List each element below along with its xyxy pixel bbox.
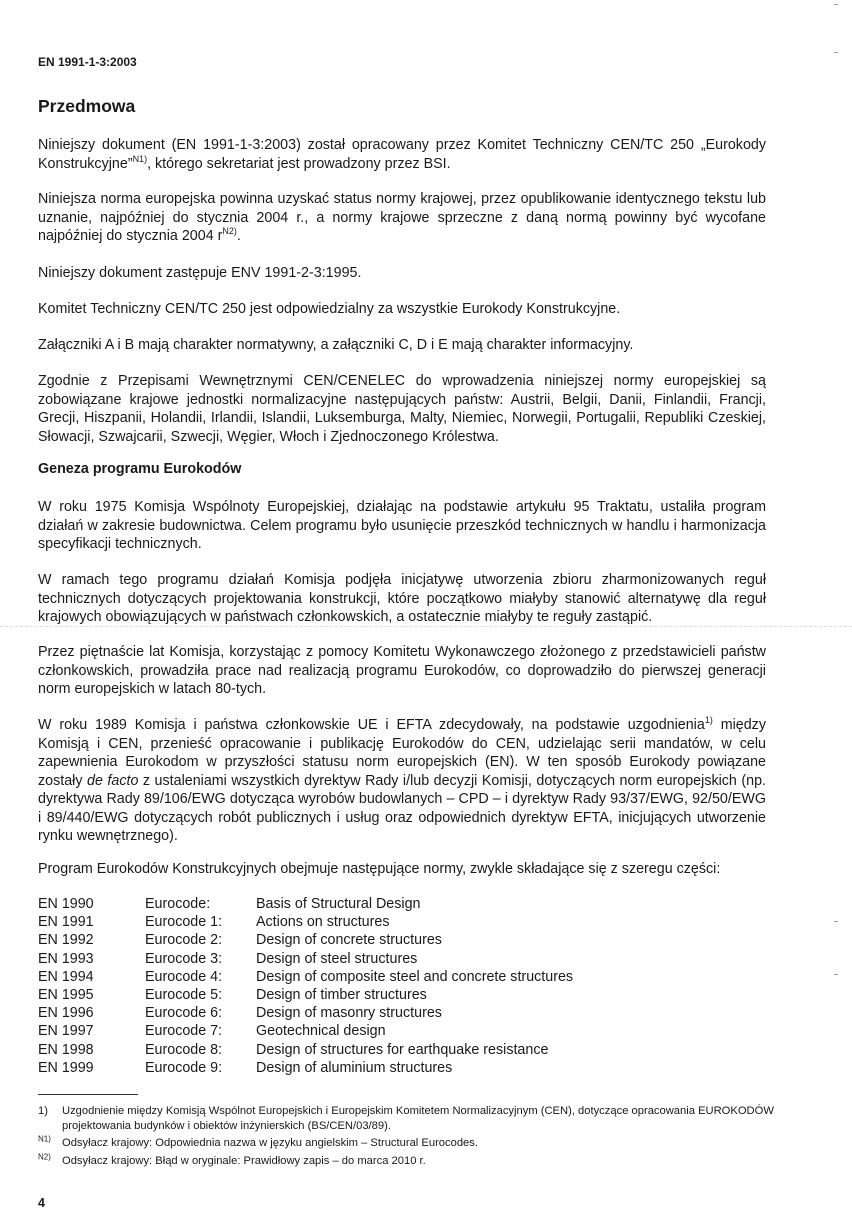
paragraph-countries: Zgodnie z Przepisami Wewnętrznymi CEN/CENELEC do wprowadzenia niniejszej normy europejskiej są zobowiązane krajowe jednostki normalizacyjne następujących państw: Austrii, Belgii, Danii, Finlandii, Francji, Grecji, Hiszpanii, Holandii, Irlandii, Islandii, Luksemburga, Malty, Niemiec, Norwegii, Portugalii, Republiki Czeskiej, Słowacji, Szwajcarii, Szwecji, Węgier, Włoch i Zjednoczonego Królestwa.	[38, 373, 766, 445]
paragraph-replaces: Niniejszy dokument zastępuje ENV 1991-2-3:1995.	[38, 265, 362, 281]
eurocode-label: Eurocode 9:	[145, 1059, 223, 1076]
footnote	[38, 1136, 778, 1151]
eurocode-title: Design of structures for earthquake resistance	[256, 1041, 549, 1058]
table-row	[38, 931, 573, 949]
paragraph-program: Program Eurokodów Konstrukcyjnych obejmuje następujące normy, zwykle składające się z szeregu części:	[38, 861, 721, 877]
footnote-mark-sup: N1)	[38, 1134, 51, 1144]
eurocode-title: Geotechnical design	[256, 1023, 386, 1040]
scan-edge-mark	[834, 974, 838, 975]
table-row	[38, 986, 573, 1004]
eurocode-title: Actions on structures	[256, 914, 390, 931]
footnote-mark	[38, 1151, 62, 1169]
scan-edge-mark	[834, 4, 838, 5]
eurocode-label: Eurocode:	[145, 896, 211, 912]
scan-edge-mark	[834, 52, 838, 53]
standard-number: EN 1990	[38, 896, 94, 912]
footnotes	[38, 1104, 778, 1171]
section-heading: Geneza programu Eurokodów	[38, 461, 242, 477]
eurocode-label: Eurocode 5:	[145, 987, 223, 1004]
eurocode-title: Design of steel structures	[256, 950, 418, 967]
eurocode-label: Eurocode 8:	[145, 1041, 223, 1058]
scan-edge-mark	[834, 921, 838, 922]
table-row	[38, 895, 573, 913]
paragraph-status	[38, 190, 766, 246]
footnote-mark: 1)	[38, 1105, 48, 1117]
standard-number: EN 1995	[38, 987, 94, 1004]
page-number: 4	[38, 1196, 45, 1210]
footnote-text: Odsyłacz krajowy: Odpowiednia nazwa w języku angielskim – Structural Eurocodes.	[62, 1137, 478, 1149]
standard-number: EN 1997	[38, 1023, 94, 1040]
paragraph-fifteen-years: Przez piętnaście lat Komisja, korzystając z pomocy Komitetu Wykonawczego złożonego z przedstawicieli państw członkowskich, prowadziła prace nad realizacją programu Eurokodów, co doprowadziło do pierwszej generacji norm europejskich w latach 80-tych.	[38, 644, 766, 697]
paragraph-text: W roku 1989 Komisja i państwa członkowskie UE i EFTA zdecydowały, na podstawie uzgodnienia	[38, 717, 705, 733]
standard-number: EN 1993	[38, 950, 94, 967]
footnote-ref: N1)	[132, 153, 148, 164]
footnote-ref: N2)	[222, 226, 237, 237]
paragraph-annexes: Załączniki A i B mają charakter normatywny, a załączniki C, D i E mają charakter informacyjny.	[38, 337, 634, 353]
table-row	[38, 1041, 573, 1059]
eurocode-label: Eurocode 2:	[145, 932, 223, 949]
standard-number: EN 1991	[38, 914, 94, 931]
eurocode-list	[38, 895, 573, 1077]
footnote-separator	[38, 1094, 138, 1095]
table-row	[38, 1059, 573, 1077]
footnote	[38, 1151, 778, 1169]
eurocode-label: Eurocode 1:	[145, 914, 223, 931]
eurocode-title: Design of timber structures	[256, 987, 427, 1004]
eurocode-label: Eurocode 6:	[145, 1005, 223, 1022]
standard-number: EN 1999	[38, 1059, 94, 1076]
eurocode-title: Design of masonry structures	[256, 1005, 442, 1022]
eurocode-label: Eurocode 4:	[145, 968, 223, 985]
footnote-mark-sup: N2)	[38, 1151, 51, 1161]
paragraph-text: między Komisją i CEN, przenieść opracowanie i publikację Eurokodów do CEN, udzielając serii mandatów, w celu zapewnienia Eurokodom w przyszłości statusu norm europejskich (EN). W ten sposób Eurokody powiązane zostały	[38, 717, 766, 789]
paragraph-text: , którego sekretariat jest prowadzony przez BSI.	[147, 155, 451, 172]
paragraph-intro	[38, 136, 766, 173]
page-title: Przedmowa	[38, 96, 136, 116]
paragraph-committee: Komitet Techniczny CEN/TC 250 jest odpowiedzialny za wszystkie Eurokody Konstrukcyjne.	[38, 301, 621, 317]
table-row	[38, 968, 573, 986]
footnote-text: Odsyłacz krajowy: Błąd w oryginale: Prawidłowy zapis – do marca 2010 r.	[62, 1154, 426, 1167]
standard-number: EN 1994	[38, 968, 94, 985]
italic-term: de facto	[87, 772, 139, 789]
footnote	[38, 1104, 778, 1133]
paragraph-text: .	[236, 228, 241, 244]
footnote-text: Uzgodnienie między Komisją Wspólnot Europejskich i Europejskim Komitetem Normalizacyjnym (CEN), dotyczące opracowania EUROKODÓW projektowania budynków i obiektów inżynierskich (BS/CEN/03/89).	[62, 1105, 774, 1132]
table-row	[38, 913, 573, 931]
standard-number: EN 1992	[38, 932, 94, 949]
table-row	[38, 950, 573, 968]
footnote-mark	[38, 1136, 62, 1151]
eurocode-label: Eurocode 7:	[145, 1023, 223, 1040]
paragraph-text: Niniejszy dokument (EN 1991-1-3:2003) został opracowany przez Komitet Techniczny CEN/TC 250 „Eurokody Konstrukcyjne”	[38, 137, 766, 172]
paragraph-1975: W roku 1975 Komisja Wspólnoty Europejskiej, działając na podstawie artykułu 95 Traktatu, ustaliła program działań w zakresie budownictwa. Celem programu było usunięcie przeszkód technicznych w handlu i harmonizacja specyfikacji technicznych.	[38, 499, 766, 552]
paragraph-initiative: W ramach tego programu działań Komisja podjęła inicjatywę utworzenia zbioru zharmonizowanych reguł technicznych dotyczących projektowania konstrukcji, które początkowo miałyby stanowić alternatywę dla reguł krajowych obowiązujących w państwach członkowskich, a ostatecznie miałyby te reguły zastąpić.	[38, 572, 766, 625]
eurocode-title: Design of aluminium structures	[256, 1059, 453, 1076]
paragraph-text: Niniejsza norma europejska powinna uzyskać status normy krajowej, przez opublikowanie identycznego tekstu lub uznanie, najpóźniej do stycznia 2004 r., a normy krajowe sprzeczne z daną normą powinny być wycofane najpóźniej do stycznia 2004 r	[38, 191, 766, 244]
table-row	[38, 1022, 573, 1040]
standard-number: EN 1996	[38, 1005, 94, 1022]
document-id: EN 1991-1-3:2003	[38, 55, 137, 69]
footnote-ref: 1)	[704, 715, 713, 726]
paragraph-1989	[38, 716, 766, 846]
paragraph-text: z ustaleniami wszystkich dyrektyw Rady i/lub decyzji Komisji, dotyczących norm europejskich (np. dyrektywa Rady 89/106/EWG dotycząca wyrobów budowlanych – CPD – i dyrektyw Rady 93/37/EWG, 92/50/EWG i 89/440/EWG dotyczących robót publicznych i usług oraz odpowiednich dyrektyw EFTA, inicjujących utworzenie rynku wewnętrznego).	[38, 772, 767, 844]
standard-number: EN 1998	[38, 1041, 94, 1058]
table-row	[38, 1004, 573, 1022]
eurocode-title: Design of composite steel and concrete structures	[256, 968, 574, 985]
eurocode-title: Design of concrete structures	[256, 932, 442, 949]
eurocode-label: Eurocode 3:	[145, 950, 223, 967]
eurocode-title: Basis of Structural Design	[256, 896, 421, 912]
